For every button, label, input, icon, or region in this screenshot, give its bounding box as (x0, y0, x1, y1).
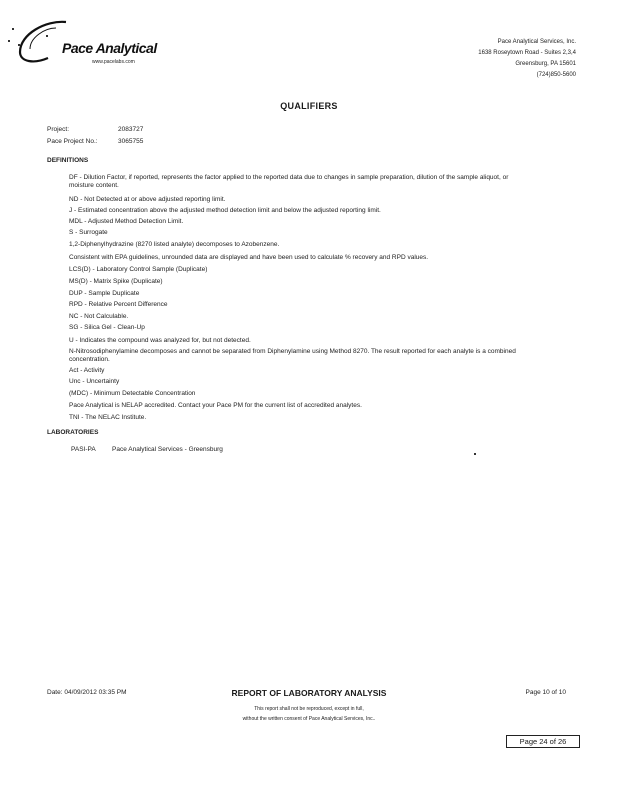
company-address (356, 37, 576, 81)
definition-item: DUP - Sample Duplicate (69, 290, 140, 297)
footer-note-line: without the written consent of Pace Analytical Services, Inc.. (242, 716, 376, 722)
definition-item: LCS(D) - Laboratory Control Sample (Duplicate) (69, 266, 208, 273)
definition-item: RPD - Relative Percent Difference (69, 301, 168, 308)
definition-item: DF - Dilution Factor, if reported, represents the factor applied to the reported data due to changes in sample preparation, dilution of the sample aliquot, or moisture content. (69, 174, 509, 189)
definitions-heading: DEFINITIONS (47, 157, 89, 164)
pace-project-label: Pace Project No.: (47, 138, 98, 145)
definition-item: S - Surrogate (69, 229, 108, 236)
pace-logo-url: www.pacelabs.com (92, 59, 135, 65)
definition-item: U - Indicates the compound was analyzed for, but not detected. (69, 337, 251, 344)
address-line: Pace Analytical Services, Inc. (497, 39, 576, 45)
definition-item: J - Estimated concentration above the adjusted method detection limit and below the adjusted reporting limit. (69, 207, 381, 214)
project-value: 2083727 (118, 126, 144, 133)
lab-code: PASI-PA (71, 446, 96, 453)
definition-item: Pace Analytical is NELAP accredited. Contact your Pace PM for the current list of accredited analytes. (69, 402, 362, 409)
report-date: Date: 04/09/2012 03:35 PM (47, 689, 127, 696)
definition-item: MDL - Adjusted Method Detection Limit. (69, 218, 184, 225)
definition-item: Act - Activity (69, 367, 105, 374)
report-title: REPORT OF LABORATORY ANALYSIS (231, 688, 387, 698)
footer-note-line: This report shall not be reproduced, except in full, (254, 706, 364, 712)
address-line: 1638 Roseytown Road - Suites 2,3,4 (478, 50, 576, 56)
definition-item: NC - Not Calculable. (69, 313, 129, 320)
project-label: Project: (47, 126, 70, 133)
definition-item: TNI - The NELAC Institute. (69, 414, 147, 421)
page-title: QUALIFIERS (280, 101, 338, 111)
pace-logo-text: Pace Analytical (62, 40, 157, 56)
definition-item: 1,2-Diphenylhydrazine (8270 listed analyte) decomposes to Azobenzene. (69, 241, 280, 248)
stray-mark (474, 453, 476, 455)
definition-item: Consistent with EPA guidelines, unrounded data are displayed and have been used to calculate % recovery and RPD values. (69, 254, 429, 261)
definition-item: MS(D) - Matrix Spike (Duplicate) (69, 278, 163, 285)
definition-item: ND - Not Detected at or above adjusted reporting limit. (69, 196, 226, 203)
lab-name: Pace Analytical Services - Greensburg (112, 446, 223, 453)
definition-item: SG - Silica Gel - Clean-Up (69, 324, 145, 331)
definition-item: (MDC) - Minimum Detectable Concentration (69, 390, 196, 397)
page-number-box: Page 24 of 26 (506, 735, 580, 748)
pace-project-value: 3065755 (118, 138, 144, 145)
definition-item: Unc - Uncertainty (69, 378, 120, 385)
page-of: Page 10 of 10 (525, 689, 566, 696)
definition-item: N-Nitrosodiphenylamine decomposes and cannot be separated from Diphenylamine using Method 8270. The result reported for each analyte is a combined concentration. (69, 348, 516, 363)
laboratories-heading: LABORATORIES (47, 429, 99, 436)
address-line: Greensburg, PA 15601 (515, 61, 576, 67)
address-line: (724)850-5600 (536, 72, 576, 78)
